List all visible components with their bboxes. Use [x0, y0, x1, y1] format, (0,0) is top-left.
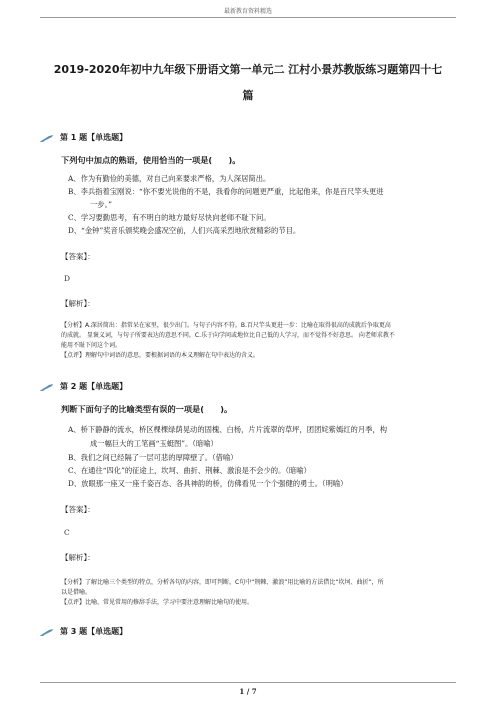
question-1-answer-label: 【答案】： — [61, 252, 95, 261]
question-1-head-text: 第 1 题【单选题】 — [60, 133, 128, 142]
document-title-line1: 2019-2020年初中九年级下册语文第一单元二 江村小景苏教版练习题第四十七 — [53, 63, 443, 76]
question-1-analysis-line: 【分析】A.深居简出：指常呆在家里，很少出门。与句子内容不符。B.百尺竿头更进一步：比喻在取得很高的成就后争取更高 — [61, 322, 391, 329]
question-1-option-b-cont: 一步。” — [90, 200, 112, 209]
question-1-option-b: B、李兵指着宝刚说：“你不要光说他的不是，我看你的问题更严重，比起他来，你是百尺竿头更进 — [68, 187, 384, 196]
question-2-option-c: C、在通往“四化”的征途上，坎坷、曲折、荆棘、激浪是不会少的。（暗喻） — [68, 466, 311, 475]
question-2-analysis-line: 以是借喻。 — [61, 589, 92, 596]
question-2-heading — [40, 381, 127, 392]
question-2-option-b: B、我们之间已经隔了一层可悲的厚障壁了。（借喻） — [68, 453, 238, 462]
question-2-head-text: 第 2 题【单选题】 — [60, 382, 128, 391]
question-2-answer-label: 【答案】： — [61, 505, 95, 514]
question-2-option-a-cont: 成一幅巨大的工笔画“玉蜓图”。（暗喻） — [90, 439, 218, 448]
question-2-analysis-label: 【解析】： — [61, 553, 95, 562]
header-divider — [40, 17, 456, 18]
question-2-answer: C — [64, 528, 70, 537]
page-number: 1 / 7 — [239, 687, 257, 696]
question-2-analysis-line: 【分析】了解比喻三个类型的特点，分析各句的内容，即可判断。C句中“荆棘、激浪”用比喻的方法借比“坎坷、曲折”，所 — [61, 579, 384, 586]
question-1-option-c: C、学习要勤思考，有不明白的地方最好尽快向老师不耻下问。 — [68, 213, 271, 222]
question-1-comment: 【点评】理解句中词语的意思，要根据词语的本义理解在句中表达的含义。 — [61, 352, 260, 359]
question-2-stem: 判断下面句子的比喻类型有误的一项是( )。 — [61, 404, 233, 414]
question-2-option-d: D、放眼那一座又一座千姿百态、各具神韵的桥，仿佛看见一个个强健的勇士。（明喻） — [68, 479, 348, 488]
question-1-heading — [40, 132, 127, 143]
question-1-analysis-label: 【解析】： — [61, 299, 95, 308]
question-1-option-a: A、作为有勤俭的美德，对自己向来要求严格，为人深居简出。 — [68, 174, 271, 183]
question-2-option-a: A、桥下静静的流水，桥区棵棵绿荫晃动的固槐、白杨，片片流翠的草坪，团团姹紫嫣红的月季，构 — [68, 425, 388, 434]
question-1-analysis-line: 的成就。 显褒义词，与句子所要表达的意思不同。C.乐于向学问或地位比自己低的人学习，而不觉得不好意思。 向老师求教不 — [61, 332, 395, 339]
pen-icon — [40, 628, 54, 636]
question-1-answer: D — [64, 274, 71, 283]
question-3-head-text: 第 3 题【单选题】 — [60, 627, 128, 636]
question-3-heading — [40, 626, 127, 637]
page-header: 最新教育资料精选 — [223, 8, 272, 15]
question-2-comment: 【点评】比喻，常见常用的修辞手法，学习中要注意理解比喻句的使用。 — [61, 599, 254, 606]
question-1-analysis-line: 能用不耻下问这个词。 — [61, 342, 122, 349]
pen-icon — [40, 383, 54, 391]
question-1-stem: 下列句中加点的熟语，使用恰当的一项是( )。 — [61, 155, 241, 165]
footer-divider — [40, 682, 456, 683]
pen-icon — [40, 134, 54, 142]
question-1-option-d: D、“金钟”奖音乐颁奖晚会盛况空前，人们兴高采烈地欣赏精彩的节目。 — [68, 226, 301, 235]
document-title-line2: 篇 — [242, 89, 254, 102]
